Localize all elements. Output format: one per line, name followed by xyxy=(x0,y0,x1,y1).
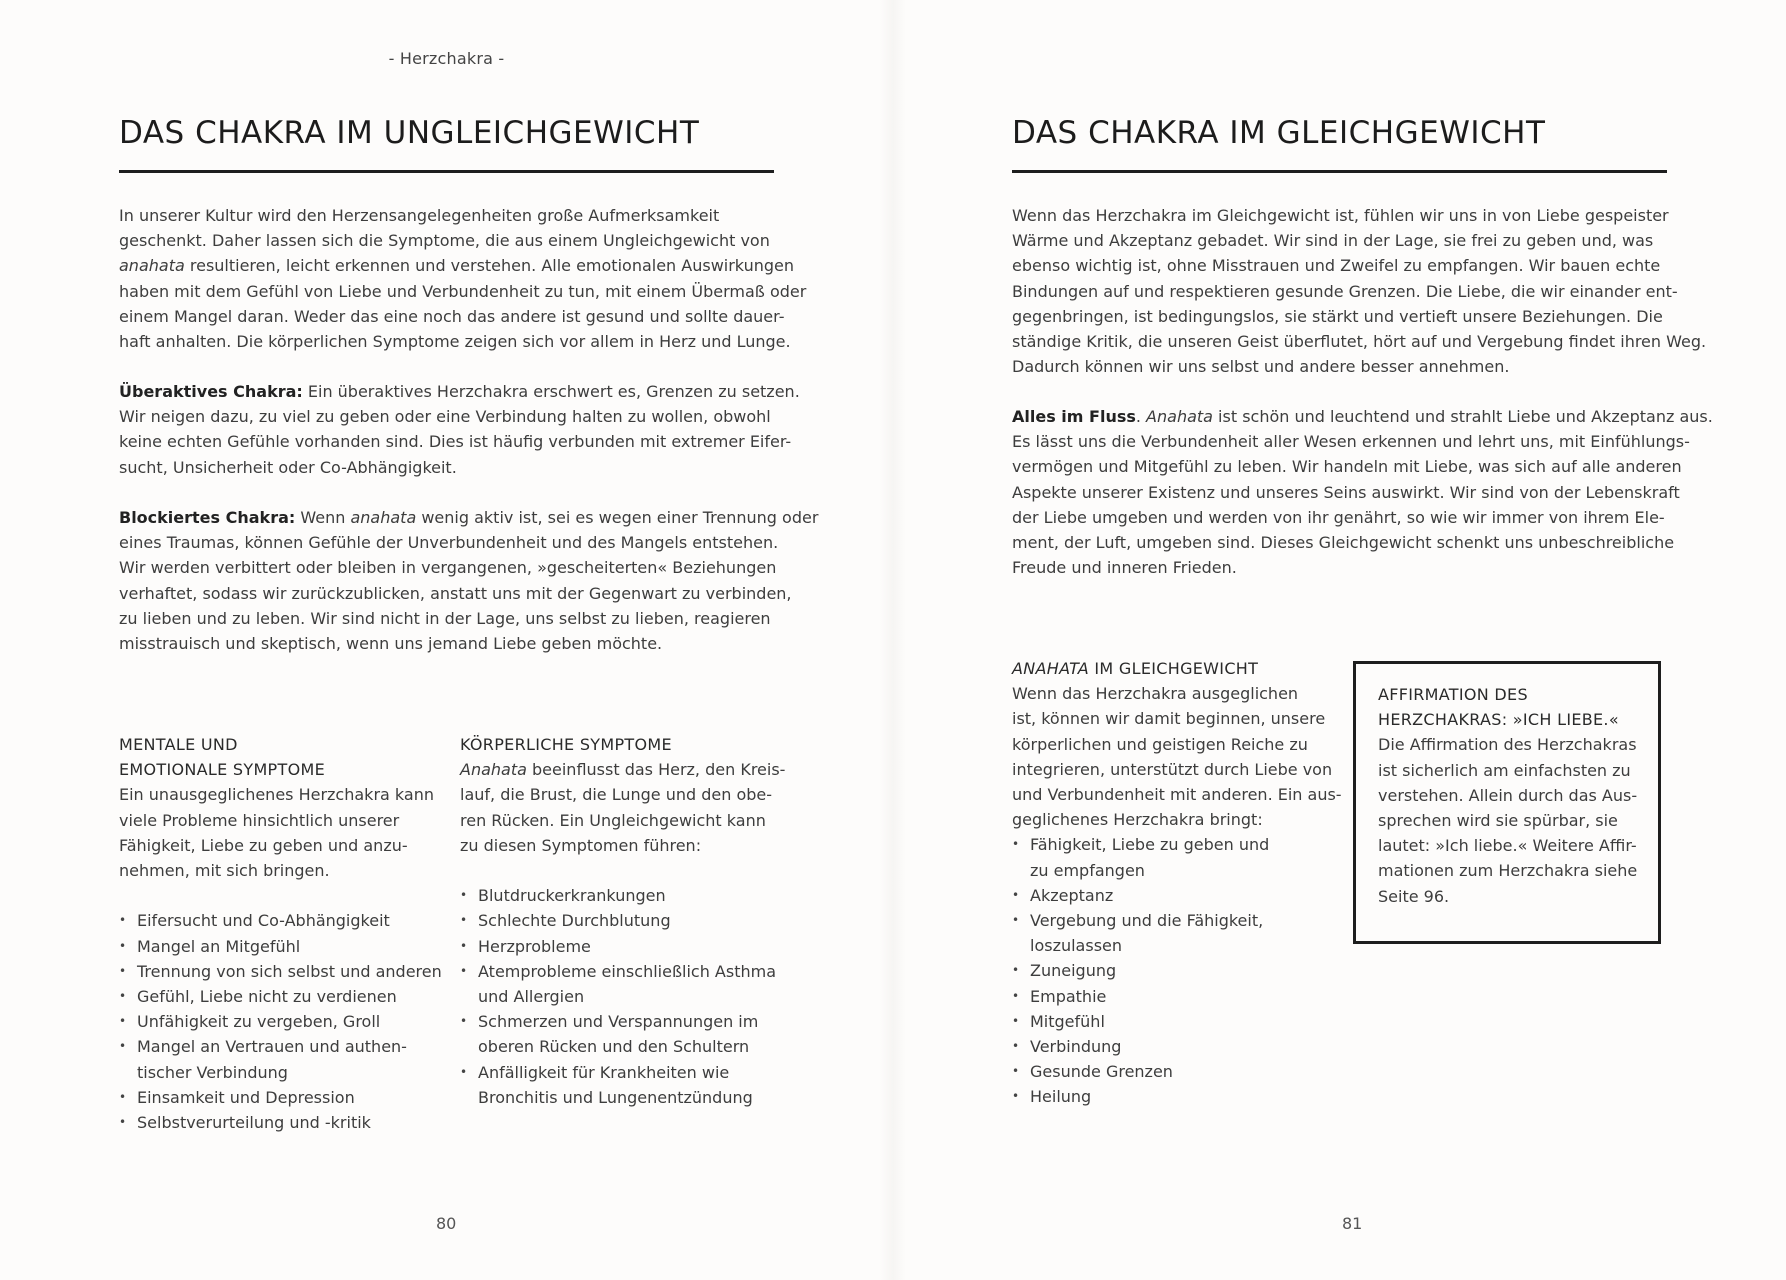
list-item-text: Einsamkeit und Depression xyxy=(137,1087,355,1107)
italic-term: ANAHATA xyxy=(1012,659,1090,678)
text-line: haben mit dem Gefühl von Liebe und Verbundenheit zu tun, mit einem Übermaß oder xyxy=(119,281,807,301)
text-line: integrieren, unterstützt durch Liebe von xyxy=(1012,759,1333,779)
text-line: ren Rücken. Ein Ungleichgewicht kann xyxy=(460,810,766,830)
list-item xyxy=(1012,958,1332,983)
italic-term: anahata xyxy=(119,256,185,276)
text-line: lautet: »Ich liebe.« Weitere Affir- xyxy=(1378,836,1637,856)
list-item-text: Unfähigkeit zu vergeben, Groll xyxy=(137,1012,381,1032)
text-line: verhaftet, sodass wir zurückzublicken, anstatt uns mit der Gegenwart zu verbinden, xyxy=(119,583,792,603)
text-line: In unserer Kultur wird den Herzensangelegenheiten große Aufmerksamkeit xyxy=(119,206,720,225)
text-line: einem Mangel daran. Weder das eine noch das andere ist gesund und sollte dauer- xyxy=(119,306,785,326)
list-item-text: Selbstverurteilung und -kritik xyxy=(137,1113,371,1133)
text-line: ständige Kritik, die unseren Geist überflutet, hört auf und Vergebung findet ihren Weg. xyxy=(1012,332,1707,352)
list-item-text: oberen Rücken und den Schultern xyxy=(478,1037,750,1057)
text-line: haft anhalten. Die körperlichen Symptome zeigen sich vor allem in Herz und Lunge. xyxy=(119,332,791,352)
list-item-text: Mangel an Vertrauen und authen- xyxy=(137,1037,407,1057)
paragraph-label: Alles im Fluss xyxy=(1012,407,1136,426)
list-item-text: Bronchitis und Lungenentzündung xyxy=(478,1087,753,1107)
text-span: ist schön und leuchtend und strahlt Liebe und Akzeptanz aus. xyxy=(1212,407,1713,426)
affirmation-box xyxy=(1353,661,1661,944)
balance-section xyxy=(1012,656,1342,1110)
text-line: Wärme und Akzeptanz gebadet. Wir sind in der Lage, sie frei zu geben und, was xyxy=(1012,231,1654,251)
list-item-text: Herzprobleme xyxy=(478,936,591,956)
text-line: Es lässt uns die Verbundenheit aller Wesen erkennen und lehrt uns, mit Einfühlungs- xyxy=(1012,432,1690,452)
list-item-text: Empathie xyxy=(1030,986,1107,1006)
page-title: DAS CHAKRA IM UNGLEICHGEWICHT xyxy=(119,115,700,151)
list-item-text: Zuneigung xyxy=(1030,961,1117,981)
text-line: ist, können wir damit beginnen, unsere xyxy=(1012,709,1326,729)
list-item-text: Mitgefühl xyxy=(1030,1011,1105,1031)
list-item-text: Heilung xyxy=(1030,1087,1092,1107)
paragraph-label: Blockiertes Chakra: xyxy=(119,508,296,527)
section-heading: KÖRPERLICHE SYMPTOME xyxy=(460,735,672,754)
text-line: eines Traumas, können Gefühle der Unverbundenheit und des Mangels entstehen. xyxy=(119,533,779,553)
text-line: Wir neigen dazu, zu viel zu geben oder eine Verbindung halten zu wollen, obwohl xyxy=(119,407,771,427)
list-item-text: tischer Verbindung xyxy=(137,1062,288,1082)
list-item xyxy=(1012,1009,1332,1034)
italic-term: anahata xyxy=(350,508,417,527)
affirmation-heading: HERZCHAKRAS: »ICH LIEBE.« xyxy=(1378,710,1619,730)
text-line: Wenn das Herzchakra ausgeglichen xyxy=(1012,684,1299,704)
section-heading: MENTALE UND xyxy=(119,735,238,754)
affirmation-heading: AFFIRMATION DES xyxy=(1378,685,1528,704)
text-span: resultieren, leicht erkennen und verstehen. Alle emotionalen Auswirkungen xyxy=(189,256,794,276)
text-line: Ein unausgeglichenes Herzchakra kann xyxy=(119,785,434,805)
page-title: DAS CHAKRA IM GLEICHGEWICHT xyxy=(1012,115,1546,151)
text-line: Freude und inneren Frieden. xyxy=(1012,558,1237,578)
text-span: wenig aktiv ist, sei es wegen einer Trennung oder xyxy=(416,508,819,527)
italic-term: Anahata xyxy=(1146,407,1213,426)
text-span: beeinflusst das Herz, den Kreis- xyxy=(526,760,786,780)
page-number: 80 xyxy=(436,1214,457,1233)
text-line: nehmen, mit sich bringen. xyxy=(119,861,330,881)
flow-paragraph xyxy=(1012,404,1713,580)
text-line: lauf, die Brust, die Lunge und den obe- xyxy=(460,785,773,805)
list-item-text: Gefühl, Liebe nicht zu verdienen xyxy=(137,987,397,1007)
list-item-text: Atemprobleme einschließlich Asthma xyxy=(478,961,777,981)
text-line: vermögen und Mitgefühl zu leben. Wir handeln mit Liebe, was sich auf alle anderen xyxy=(1012,457,1682,477)
list-item-text: Mangel an Mitgefühl xyxy=(137,936,301,956)
text-line: ment, der Luft, umgeben sind. Dieses Gleichgewicht schenkt uns unbeschreibliche xyxy=(1012,533,1675,553)
balance-list xyxy=(1012,832,1332,1109)
list-item-text: Akzeptanz xyxy=(1030,885,1114,905)
text-line: der Liebe umgeben und werden von ihr genährt, so wie wir immer von ihrem Ele- xyxy=(1012,507,1665,527)
text-line: körperlichen und geistigen Reiche zu xyxy=(1012,734,1308,754)
text-line: ebenso wichtig ist, ohne Misstrauen und Zweifel zu empfangen. Wir bauen echte xyxy=(1012,256,1661,276)
text-span: Ein überaktives Herzchakra erschwert es, Grenzen zu setzen. xyxy=(302,382,800,401)
text-line: gegenbringen, ist bedingungslos, sie stärkt und vertieft unsere Beziehungen. Die xyxy=(1012,306,1663,326)
list-item xyxy=(1012,832,1332,882)
text-line: verstehen. Allein durch das Aus- xyxy=(1378,785,1638,805)
text-span: . xyxy=(1135,407,1147,426)
list-item xyxy=(1012,883,1332,908)
text-line: und Verbundenheit mit anderen. Ein aus- xyxy=(1012,785,1342,805)
text-line: zu diesen Symptomen führen: xyxy=(460,835,702,855)
list-item-text: Anfälligkeit für Krankheiten wie xyxy=(478,1062,730,1082)
text-line: misstrauisch und skeptisch, wenn uns jemand Liebe geben möchte. xyxy=(119,634,663,654)
list-item-text: Vergebung und die Fähigkeit, xyxy=(1030,911,1264,931)
list-item-text: Eifersucht und Co-Abhängigkeit xyxy=(137,911,390,931)
section-heading xyxy=(1012,656,1332,681)
list-item-text: zu empfangen xyxy=(1030,860,1145,880)
list-item xyxy=(1012,1084,1332,1109)
list-item-text: Verbindung xyxy=(1030,1037,1122,1057)
text-line: Bindungen auf und respektieren gesunde Grenzen. Die Liebe, die wir einander ent- xyxy=(1012,281,1678,301)
text-line: Wenn das Herzchakra im Gleichgewicht ist, fühlen wir uns in von Liebe gespeister xyxy=(1012,206,1669,225)
text-line: geschenkt. Daher lassen sich die Symptome, die aus einem Ungleichgewicht von xyxy=(119,231,770,251)
text-line: viele Probleme hinsichtlich unserer xyxy=(119,810,400,830)
italic-term: Anahata xyxy=(460,760,527,780)
text-line: mationen zum Herzchakra siehe xyxy=(1378,861,1638,881)
text-line: Seite 96. xyxy=(1378,886,1450,906)
text-line: sucht, Unsicherheit oder Co-Abhängigkeit. xyxy=(119,457,457,477)
text-line: Wir werden verbittert oder bleiben in vergangenen, »gescheiterten« Beziehungen xyxy=(119,558,777,578)
title-rule xyxy=(1012,170,1667,173)
intro-paragraph xyxy=(1012,203,1707,379)
list-item-text: Fähigkeit, Liebe zu geben und xyxy=(1030,835,1270,855)
list-item-text: Trennung von sich selbst und anderen xyxy=(137,961,442,981)
list-item xyxy=(1012,1059,1332,1084)
list-item-text: Blutdruckerkrankungen xyxy=(478,886,666,906)
list-item-text: Gesunde Grenzen xyxy=(1030,1062,1173,1082)
text-line: zu lieben und zu leben. Wir sind nicht in der Lage, uns selbst zu lieben, reagieren xyxy=(119,608,771,628)
list-item xyxy=(1012,1034,1332,1059)
text-span: Wenn xyxy=(295,508,351,527)
text-line: ist sicherlich am einfachsten zu xyxy=(1378,760,1631,780)
text-line xyxy=(1012,404,1713,429)
text-line: geglichenes Herzchakra bringt: xyxy=(1012,810,1263,830)
list-item-text: Schlechte Durchblutung xyxy=(478,911,671,931)
list-item-text: loszulassen xyxy=(1030,936,1123,956)
list-item xyxy=(1012,908,1332,958)
text-line: Fähigkeit, Liebe zu geben und anzu- xyxy=(119,835,408,855)
paragraph-label: Überaktives Chakra: xyxy=(119,382,303,401)
list-item-text: Schmerzen und Verspannungen im xyxy=(478,1012,759,1032)
running-head-text: - Herzchakra - xyxy=(388,49,505,68)
text-line: Dadurch können wir uns selbst und andere besser annehmen. xyxy=(1012,357,1510,377)
list-item-text: und Allergien xyxy=(478,987,585,1007)
text-line: sprechen wird sie spürbar, sie xyxy=(1378,811,1618,831)
text-line: Die Affirmation des Herzchakras xyxy=(1378,735,1637,755)
text-span: IM GLEICHGEWICHT xyxy=(1089,659,1259,678)
text-line: Aspekte unserer Existenz und unseres Seins auswirkt. Wir sind von der Lebenskraft xyxy=(1012,482,1680,502)
list-item xyxy=(1012,984,1332,1009)
section-heading: EMOTIONALE SYMPTOME xyxy=(119,760,325,780)
affirmation-content xyxy=(1378,682,1637,909)
page-number: 81 xyxy=(1342,1214,1363,1233)
text-line: keine echten Gefühle vorhanden sind. Dies ist häufig verbunden mit extremer Eifer- xyxy=(119,432,792,452)
